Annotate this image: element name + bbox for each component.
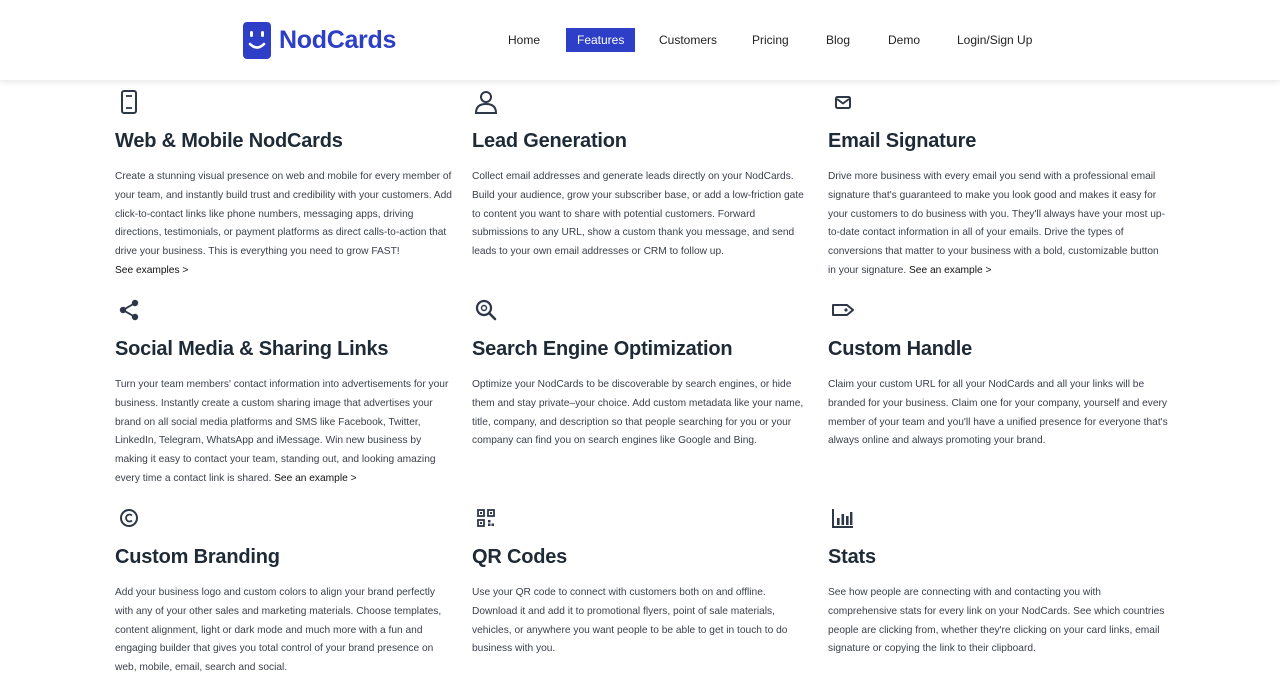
feature-title: QR Codes bbox=[472, 546, 568, 568]
feature-description: Use your QR code to connect with customers both on and offline. Download it and add it to promotional flyers, point of sale materials, vehicles, or anywhere you want people to be able to get in touch to do business with you. bbox=[472, 587, 788, 655]
logo-wordmark: NodCards bbox=[279, 25, 397, 54]
nav-pricing[interactable]: Pricing bbox=[752, 33, 789, 47]
feature-title: Custom Branding bbox=[115, 546, 280, 568]
see-an-example-link[interactable]: See an example > bbox=[274, 472, 357, 484]
envelope-icon bbox=[830, 89, 856, 115]
feature-text: Create a stunning visual presence on web and mobile for every member of your team, and instantly build trust and credibility with your customers. Add click-to-contact links like phone numbers, messaging apps, driving directions, testimonials, or payment platforms as direct calls-to-action that drive your business. This is everything you need to grow FAST! bbox=[115, 171, 452, 258]
feature-title: Custom Handle bbox=[828, 338, 973, 360]
feature-description: Collect email addresses and generate leads directly on your NodCards. Build your audience, grow your subscriber base, or add a low-friction gate to content you want to share with potential customers. Forward submissions to any URL, show a custom thank you message, and send leads to your own email addresses or CRM to follow up. bbox=[472, 171, 804, 258]
main-menu bbox=[0, 28, 1280, 52]
nav-home[interactable]: Home bbox=[508, 33, 541, 47]
nav-login-signup[interactable]: Login/Sign Up bbox=[957, 33, 1033, 47]
feature-title: Email Signature bbox=[828, 130, 977, 152]
nav-blog[interactable]: Blog bbox=[826, 33, 851, 47]
feature-description: Claim your custom URL for all your NodCards and all your links will be branded for your business. Claim one for your company, yourself and every member of your team and you'll have a unified presence for everyone that's always online and always promoting your brand. bbox=[828, 379, 1168, 447]
feature-title: Web & Mobile NodCards bbox=[115, 130, 343, 152]
feature-description: Optimize your NodCards to be discoverable by search engines, or hide them and stay private–your choice. Add custom metadata like your name, title, company, and description so that people searching for you or your company can find you on search engines like Google and Bing. bbox=[472, 379, 804, 447]
feature-description bbox=[828, 168, 1168, 281]
share-icon bbox=[116, 297, 142, 323]
feature-title: Social Media & Sharing Links bbox=[115, 338, 389, 360]
search-icon bbox=[473, 297, 499, 323]
feature-description bbox=[115, 376, 455, 489]
feature-title: Lead Generation bbox=[472, 130, 627, 152]
feature-text: Turn your team members' contact information into advertisements for your business. Instantly create a custom sharing image that advertises your brand on all social media platforms and SMS like Facebook, Twitter, LinkedIn, Telegram, WhatsApp and iMessage. Win new business by making it easy to contact your team, standing out, and looking amazing every time a contact link is shared. bbox=[115, 379, 449, 484]
nav-demo[interactable]: Demo bbox=[888, 33, 921, 47]
nav-customers[interactable]: Customers bbox=[659, 33, 718, 47]
feature-description: See how people are connecting with and contacting you with comprehensive stats for every link on your NodCards. See which countries people are clicking from, whether they're clicking on your card links, email signature or copying the link to their clipboard. bbox=[828, 587, 1165, 655]
feature-description: Add your business logo and custom colors to align your brand perfectly with any of your other sales and marketing materials. Choose templates, content alignment, light or dark mode and much more with a fun and engaging builder that gives you total control of your brand presence on web, mobile, email, search and social. bbox=[115, 587, 442, 674]
copyright-icon bbox=[116, 505, 142, 531]
feature-text: Drive more business with every email you send with a professional email signature that's guaranteed to make you look good and makes it easy for your customers to do business with you. They'll always have your most up-to-date contact information in all of your emails. Drive the types of conversions that matter to your business with a bold, customizable button in your signature. bbox=[828, 171, 1165, 276]
qr-code-icon bbox=[473, 505, 499, 531]
bar-chart-icon bbox=[830, 505, 856, 531]
tag-icon bbox=[830, 297, 856, 323]
nav-features[interactable]: Features bbox=[566, 28, 635, 52]
feature-description bbox=[115, 168, 455, 281]
see-examples-link[interactable]: See examples > bbox=[115, 264, 189, 276]
see-an-example-link[interactable]: See an example > bbox=[909, 264, 992, 276]
top-navigation-bar bbox=[0, 0, 1280, 80]
feature-title: Search Engine Optimization bbox=[472, 338, 733, 360]
feature-title: Stats bbox=[828, 546, 876, 568]
person-icon bbox=[473, 89, 499, 115]
smartphone-icon bbox=[116, 89, 142, 115]
